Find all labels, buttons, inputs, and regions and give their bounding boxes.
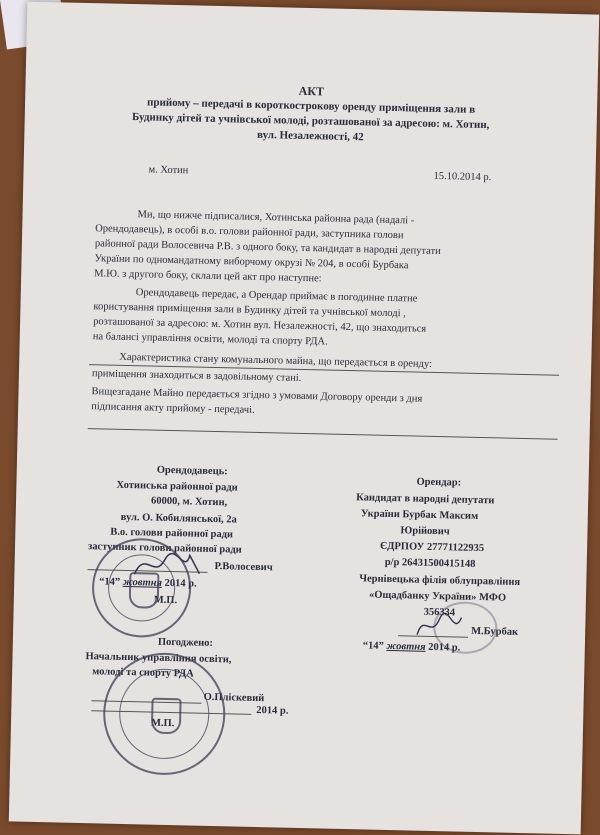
tenant-date: “14” жовтня 2014 р.: [362, 640, 461, 654]
para1-line-3: районної ради Волосевича Р.В. з одного боку, та кандидат в народні депутати: [94, 238, 441, 258]
tenant-date-year: 2014 р.: [428, 641, 461, 654]
lessor-line-4: В.о. голови районної ради: [110, 526, 234, 541]
para4-line-2: підписання акту прийому - передачі.: [91, 401, 255, 416]
approved-line-2: молоді та спорту РДА: [92, 666, 194, 680]
tenant-date-month: жовтня: [386, 640, 426, 653]
doc-subtitle-line-2: Будинку дітей та учнівської молоді, розташованої за адресою: м. Хотин,: [131, 111, 490, 132]
tenant-line-1: Кандидат в народні депутати: [356, 492, 495, 507]
divider-line: [88, 428, 558, 440]
para2-line-1: Орендодавець передає, а Орендар приймає в погодинне платне: [135, 287, 418, 305]
lessor-date-month: жовтня: [122, 576, 163, 589]
doc-subtitle-line-1: прийому – передачі в короткострокову оренду приміщення зали в: [146, 96, 476, 116]
approved-mp: М.П.: [150, 717, 175, 730]
para2-line-4: на балансі управління освіти, молоді та спорту РДА.: [92, 331, 328, 348]
lessor-line-5: заступник голови районної ради: [87, 541, 242, 556]
document-page: [9, 2, 599, 835]
lessor-date: “14” жовтня 2014 р.: [99, 576, 197, 590]
para3-line-2: приміщення знаходиться в задовільному стані.: [91, 368, 302, 384]
tenant-faint-stamp: [433, 601, 498, 654]
approved-heading: Погоджено:: [157, 636, 214, 649]
tenant-line-2: України Бурбак Максим: [360, 508, 479, 522]
lessor-mp: М.П.: [153, 594, 178, 607]
para1-line-2: Орендодавець), в особі в.о. голови районної ради, заступника голови: [95, 223, 404, 242]
lessor-date-day: 14: [104, 576, 116, 588]
tenant-signer: М.Бурбак: [471, 625, 519, 638]
para1-line-1: Ми, що нижче підписалися, Хотинська районна рада (надалі -: [137, 209, 415, 227]
para4-line-1: Вищезгадане Майно передається згідно з умовами Договору оренди з дня: [91, 386, 423, 405]
lessor-signer: Р.Волосевич: [214, 561, 273, 574]
lessor-line-2: 60000, м. Хотин,: [150, 495, 228, 509]
tenant-line-5: р/р 26431500415148: [384, 556, 476, 570]
tenant-line-8: 356334: [423, 606, 456, 619]
tenant-line-6: Чернівецька філія облуправління: [359, 573, 521, 588]
para2-line-3: розташованої за адресою: м. Хотин вул. Незалежності, 42, що знаходиться: [93, 316, 427, 335]
tenant-line-4: ЄДРПОУ 27771122935: [379, 540, 485, 555]
doc-subtitle-line-3: вул. Незалежності, 42: [256, 128, 364, 144]
doc-date: 15.10.2014 р.: [433, 170, 492, 184]
doc-city: м. Хотин: [148, 164, 189, 177]
approved-signer: О.Пліскевий: [203, 691, 265, 705]
lessor-line-3: вул. О. Кобилянської, 2а: [120, 511, 237, 526]
tenant-date-day: 14: [367, 640, 379, 652]
lessor-line-1: Хотинська районної ради: [116, 479, 238, 494]
para1-line-4: України по одномандатному виборчому окрузі № 204, в особі Бурбака: [94, 253, 409, 272]
para2-line-2: користування приміщення зали в Будинку дітей та учнівської молоді ,: [93, 301, 406, 320]
tenant-line-3: Юрійович: [400, 525, 450, 538]
approved-line-1: Начальник управління освіти,: [85, 651, 232, 666]
para1-line-5: М.Ю. з другого боку, склали цей акт про наступне:: [94, 268, 322, 285]
approved-date-year: 2014 р.: [256, 704, 289, 717]
lessor-date-year: 2014 р.: [164, 577, 197, 590]
tenant-line-7: «Ощадбанку України» МФО: [368, 589, 507, 604]
lessor-seal-stamp: [91, 537, 192, 638]
tenant-heading: Орендар:: [416, 476, 462, 489]
education-dept-seal-stamp: [102, 652, 227, 777]
para3-line-1: Характеристика стану комунального майна, що передається в оренду:: [119, 351, 433, 370]
lessor-heading: Орендодавець:: [156, 464, 228, 478]
doc-title: АКТ: [298, 83, 325, 99]
